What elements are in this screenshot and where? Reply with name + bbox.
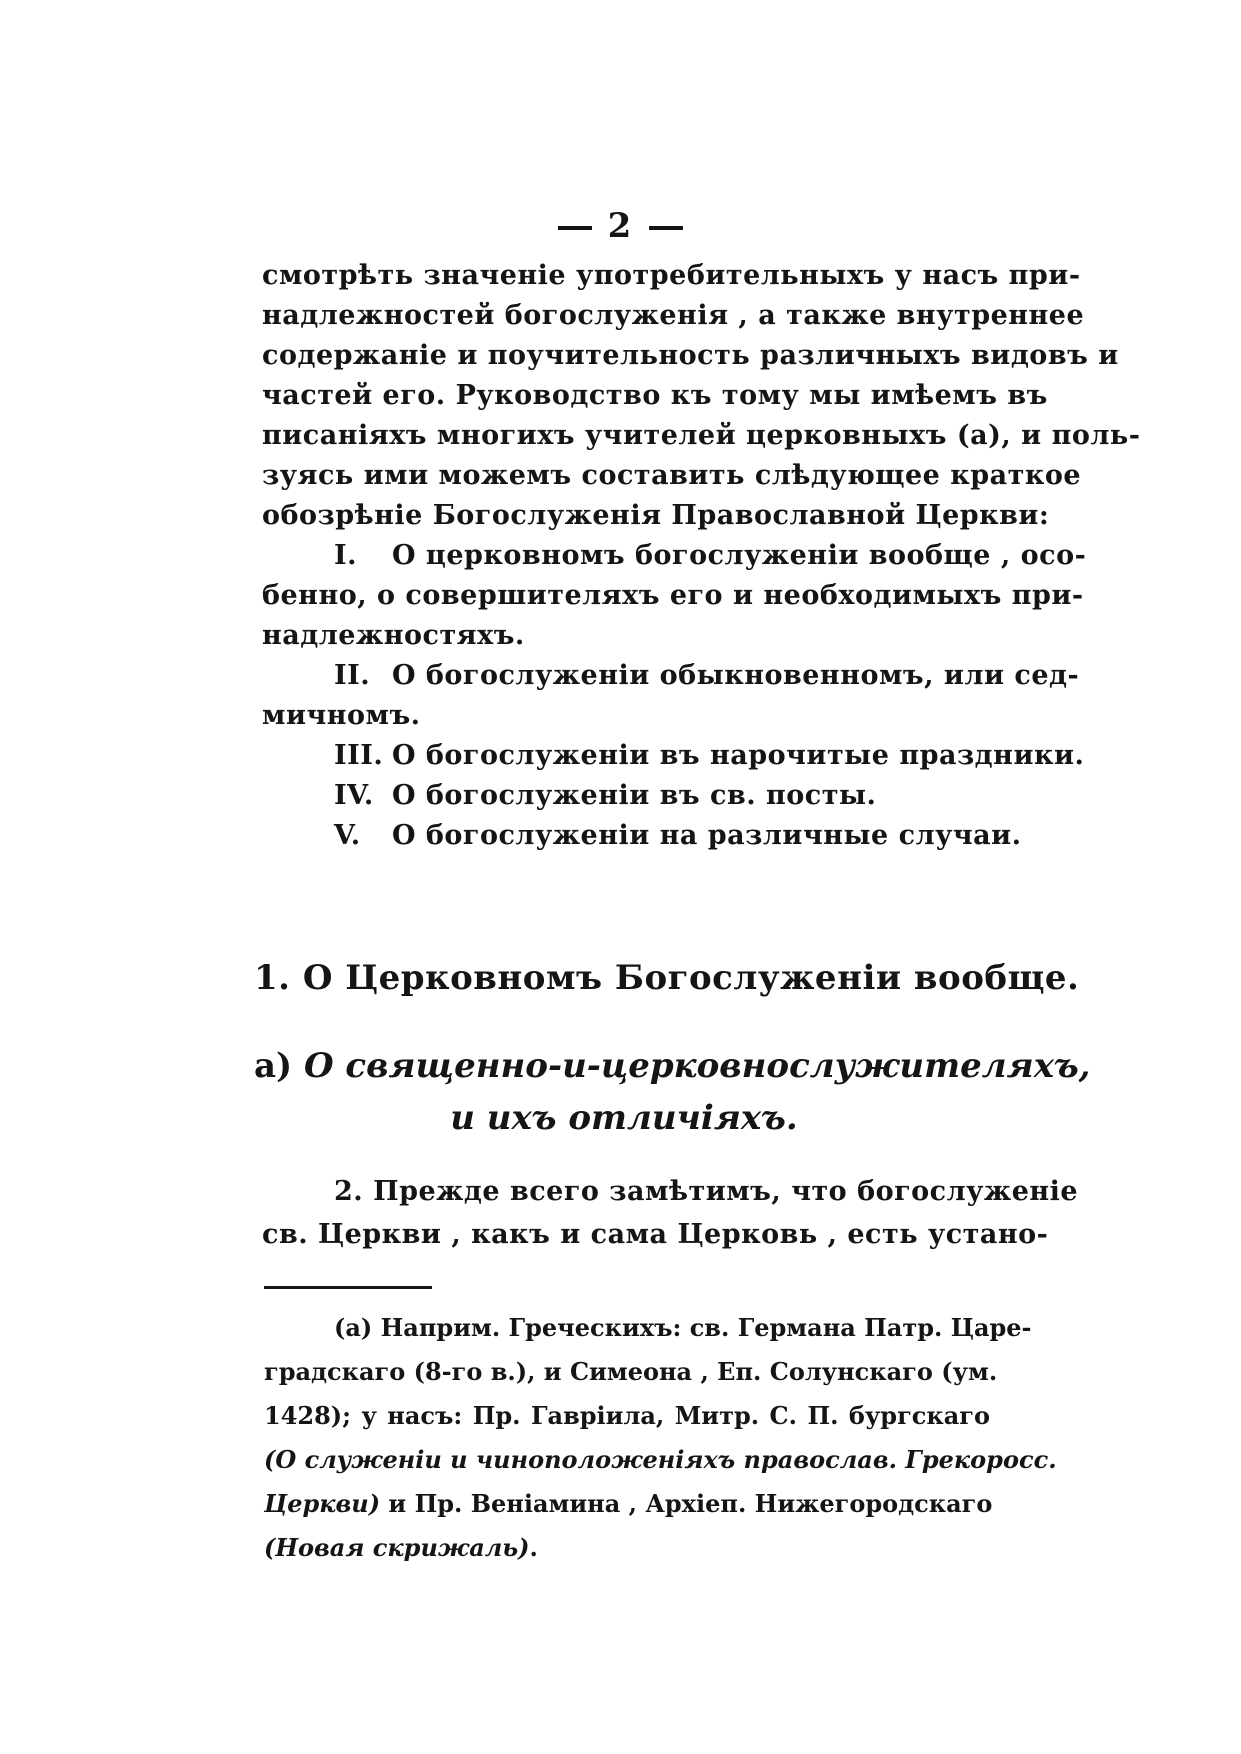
outline-item-1	[262, 536, 1087, 656]
section-heading: 1. О Церковномъ Богослуженiи вообще.	[254, 958, 1080, 998]
outline-line: надлежностяхъ.	[262, 620, 525, 651]
outline-line: IV. О богослуженiи въ св. посты.	[262, 776, 992, 816]
page-header	[0, 206, 1241, 246]
text-line: писанiяхъ многихъ учителей церковныхъ (а), и поль-	[262, 420, 1141, 451]
footnote-line: (Новая скрижаль).	[264, 1533, 538, 1562]
outline-number: IV.	[334, 780, 374, 811]
outline-number: II.	[334, 660, 371, 691]
paragraph-line: св. Церкви , какъ и сама Церковь , есть устано-	[262, 1219, 1049, 1250]
header-dash-left	[558, 226, 592, 230]
footnote-rule	[264, 1286, 432, 1289]
sub-heading-letter: а)	[254, 1046, 293, 1086]
footnote-line: градскаго (8-го в.), и Симеона , Еп. Солунскаго (ум.	[264, 1357, 998, 1386]
footnote-line: Церкви) и Пр. Венiамина , Архiеп. Нижегородскаго	[264, 1489, 993, 1518]
header-dash-right	[649, 226, 683, 230]
page-number: 2	[607, 206, 634, 246]
text-line: зуясь ими можемъ составить слѣдующее краткое	[262, 460, 1082, 491]
outline-number: V.	[334, 820, 361, 851]
sub-heading	[254, 1040, 1091, 1144]
outline-number: I.	[334, 540, 358, 571]
outline-line: мичномъ.	[262, 700, 421, 731]
text-line: частей его. Руководство къ тому мы имѣемъ въ	[262, 380, 1048, 411]
sub-heading-line-2: и ихъ отличiяхъ.	[450, 1098, 798, 1138]
outline-item-2	[262, 656, 1080, 736]
paragraph-line: 2. Прежде всего замѣтимъ, что богослуженiе	[334, 1176, 1079, 1207]
text-line: смотрѣть значенiе употребительныхъ у насъ при-	[262, 260, 1081, 291]
outline-item-3	[262, 736, 1085, 776]
footnote-line: (О служенiи и чиноположенiяхъ православ. Грекоросс.	[264, 1445, 1057, 1474]
outline-line: V. О богослуженiи на различные случаи.	[262, 816, 992, 856]
text-line: надлежностей богослуженiя , а также внутреннее	[262, 300, 1085, 331]
sub-heading-line-1: а) О священно-и-церковнослужителяхъ,	[254, 1046, 1091, 1086]
outline-line: III. О богослуженiи въ нарочитые праздники.	[262, 736, 992, 776]
footnote	[264, 1306, 1057, 1570]
outline-line: I. О церковномъ богослуженiи вообще , осо-	[262, 536, 992, 576]
text-line: содержанiе и поучительность различныхъ видовъ и	[262, 340, 1119, 371]
outline-item-4	[262, 776, 992, 816]
intro-text	[262, 256, 1141, 856]
outline-line: бенно, о совершителяхъ его и необходимыхъ при-	[262, 580, 1084, 611]
text-line: обозрѣнiе Богослуженiя Православной Церкви:	[262, 500, 1050, 531]
outline-item-5	[262, 816, 1022, 856]
paragraph-2	[262, 1170, 1079, 1256]
footnote-line: (а) Наприм. Греческихъ: св. Германа Патр. Царе-	[334, 1313, 1032, 1342]
outline-line: II. О богослуженiи обыкновенномъ, или сед-	[262, 656, 992, 696]
footnote-line: 1428); у насъ: Пр. Гаврiила, Митр. С. П. бургскаго	[264, 1401, 990, 1430]
outline-number: III.	[334, 740, 384, 771]
